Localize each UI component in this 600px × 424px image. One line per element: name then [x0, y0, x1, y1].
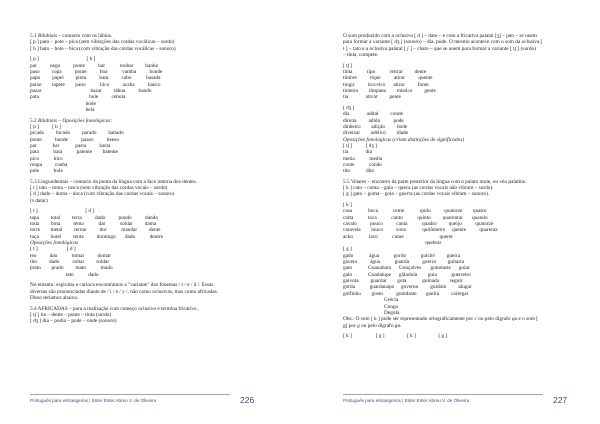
page-number: 226: [240, 395, 255, 405]
text-line: pazar bazar tábua bando: [30, 87, 152, 94]
text-line: 5.1 Bilabiais – contacto com os lábios.: [30, 33, 113, 39]
text-line: pata bule cebola: [30, 94, 126, 101]
text-line: tito dado soltar soldar: [30, 259, 110, 266]
text-line: Grécia: [343, 297, 399, 304]
text-line: tapa total terra dado pondo dando: [30, 214, 158, 221]
text-line: [ k ] cato – coma – gala – queca (as cordas vocais não vibram – surdo).: [343, 185, 494, 192]
text-line: – tinta, compete.: [343, 52, 379, 59]
text-line: No entanto: espicaba e carioca encontramos a "variante" dos fonemas / t / e / d /. Essas: [30, 282, 214, 289]
text-line: pico bico: [30, 155, 63, 162]
text-line: bela: [30, 106, 95, 113]
text-line: pule bule: [30, 168, 63, 175]
text-line: pata bata patente batente: [30, 149, 118, 156]
text-line: [ tʃ ]: [343, 62, 353, 69]
left-page-footer: [0, 394, 300, 410]
text-line: acho laco cume querer: [343, 233, 454, 240]
left-page-text: [30, 33, 275, 325]
text-line: golfinho gosto guindaste guelra carregar: [343, 290, 469, 297]
text-line: galo Guadalupe glândula guia guerreiro: [343, 271, 471, 278]
text-line: gaivota guardar gota guinada seguir: [343, 278, 463, 285]
text-line: [ p ] [ b ]: [30, 56, 96, 63]
text-line: 5.5 Velares – encontro da parte posterior da língua com o palato mole, ou véu palatino.: [343, 178, 527, 185]
text-line: Disso teríamos abaixo.: [30, 295, 79, 301]
text-line: gaveta água guarda guerra guitarra: [343, 259, 465, 266]
text-line: gato Guanabara Gonçalves guindaste guiar: [343, 265, 470, 272]
footer-rule: [343, 394, 543, 395]
text-line: prato prado mato mudo: [30, 265, 113, 272]
text-line: tia dia: [343, 149, 372, 156]
text-line: dia adital conde: [343, 111, 404, 118]
text-line: par nega ponte bar roubar banho: [30, 62, 159, 69]
text-line: torre metal terme dor mandar dente: [30, 227, 161, 234]
text-line: dinheiro adição bode: [343, 123, 408, 130]
text-line: Congo: [343, 303, 399, 310]
text-line: g] por g ou pelo dígrafo gu.: [343, 322, 402, 329]
text-line: metia media: [343, 155, 383, 162]
text-line: tinta tipo retirar dente: [343, 68, 427, 75]
text-line: Obs.: O som [ k ] pode ser representado ortograficamente por c ou pelo dígrafo qu e o som [: [343, 316, 539, 323]
right-page-text: [343, 33, 593, 339]
text-line: direita adido pode: [343, 117, 404, 124]
text-line: cavalo pouco canta quadro queijo quatorze: [343, 221, 494, 228]
text-line: diversar adélico idade: [343, 130, 409, 137]
text-line: [ k ]: [343, 202, 352, 208]
text-line: [ g ]: [343, 246, 352, 253]
text-line: toda bota temo dar soldar dama: [30, 221, 157, 228]
text-line: timbre tique atirar quente: [343, 75, 433, 82]
text-line: tato dado: [30, 271, 99, 278]
text-line: paso copa ponte boa vamba bonde: [30, 68, 163, 75]
text-line: picado bicado parado babado: [30, 130, 124, 137]
text-line: ponte bonde pazeo beeso: [30, 136, 119, 143]
text-line: 5.3 Linguodentais – contacto da ponta da língua com a face interna dos dentes.: [30, 178, 197, 185]
text-line: Oposições fonológicas (criam distinções de significados): [343, 136, 465, 143]
text-line: O som produzido com a oclusiva [ d ] – dato – e com a fricativa palatal [ʒ] – jato – se unem: [343, 33, 537, 39]
right-page-footer: [300, 394, 600, 410]
footer-text: Português para estrangeiros | Ester Ester Abreu V. de Oliveira: [30, 398, 157, 403]
text-line: Oposições fonológicas: [30, 240, 79, 247]
text-line: [ p ] [ b ]: [30, 123, 61, 130]
page-number: 227: [553, 395, 568, 405]
text-line: [ d ] dado – doma – doca (com vibração das cordas vocais – sonoro): [30, 191, 175, 198]
text-line: [ dʒ ] dia – podia – pode – onde (sonoro): [30, 318, 117, 325]
text-line: caravela louco sono quilômetro quente quarenta: [343, 227, 498, 234]
text-line: bode: [30, 100, 96, 107]
text-line: 5.2 Bilabiais – Oposições fonológicas:: [30, 117, 112, 124]
text-line: [ t ] [ d ]: [30, 208, 95, 215]
text-line: quebrar: [343, 240, 442, 247]
text-line: casa boca come quilo quatorze quatro: [343, 208, 487, 215]
text-line: tito dito: [343, 168, 375, 175]
text-line: tuça hotel tenta domingo dado dentre: [30, 233, 163, 240]
text-line: [ t ] [ d ]: [30, 246, 76, 253]
text-line: [ t ] tato – toma – tosca (sem vibração das cordas vocais – surdo): [30, 185, 168, 192]
text-line: Degola: [343, 309, 400, 316]
text-line: tingir tico-tico atirar fonte: [343, 81, 429, 88]
text-line: papo papel pinta bata cabo basada: [30, 75, 161, 82]
text-line: tinteiro tímpano mistico gente: [343, 87, 436, 94]
footer-rule: [30, 394, 230, 395]
text-line: [ p ] pato – pote – pica (sem vibrações das cordas vocálicas – surdo): [30, 39, 175, 46]
text-line: conte conde: [343, 161, 382, 168]
text-line: [ g ] gato – goma – gola – guerra (as cordas vocais vibram – sonoro).: [343, 191, 490, 198]
text-line: paixe tapete pano bico acaba banco: [30, 81, 161, 88]
text-line: [ k ] [ g ] [ k ] [ g ]: [343, 333, 448, 340]
text-line: carta toca canto quinto quarentar quando: [343, 214, 488, 221]
footer-text: Português para estrangeiros | Ester Ester Abreu V. de Oliveira: [343, 398, 470, 403]
text-line: diversas são pronunciadas diante de / i / e / y /, não como oclusivas, mas como africadas.: [30, 288, 218, 295]
text-line: [ b ] bato – bote – bica (com vibração das cordas vocálicas – sonoro): [30, 45, 176, 52]
text-line: (v.datar): [30, 197, 48, 204]
text-line: teu dau tomar domar: [30, 252, 112, 259]
text-line: para formar a variante [ dʒ ] (sonoro) – dia, pode. O mesmo acontece com o som da oclusiva [: [343, 39, 543, 46]
text-line: t ] – tato e a oclusiva palatal [ ʃ ] – chato – que se unem para formar a variante [ tʃ ] (surdo): [343, 45, 536, 52]
text-line: [ dʒ ]: [343, 104, 355, 111]
text-line: par bar pasta basta: [30, 142, 111, 149]
text-line: 5.4 AFRICADAS – para a realização com começo oclusivo e termina fricativo.: [30, 305, 198, 312]
text-line: gorda guardanapo governo guidom alugar: [343, 284, 472, 291]
text-line: [ tʃ ] [ dʒ ]: [343, 142, 377, 149]
text-line: gado água gordo guiché guerra: [343, 252, 461, 259]
text-line: tia ativar pente: [343, 94, 401, 101]
text-line: roupa rouba: [30, 161, 68, 168]
right-page: [300, 0, 600, 424]
text-line: [ tʃ ] tia – dente – ponte – tinta (surdo): [30, 311, 112, 318]
